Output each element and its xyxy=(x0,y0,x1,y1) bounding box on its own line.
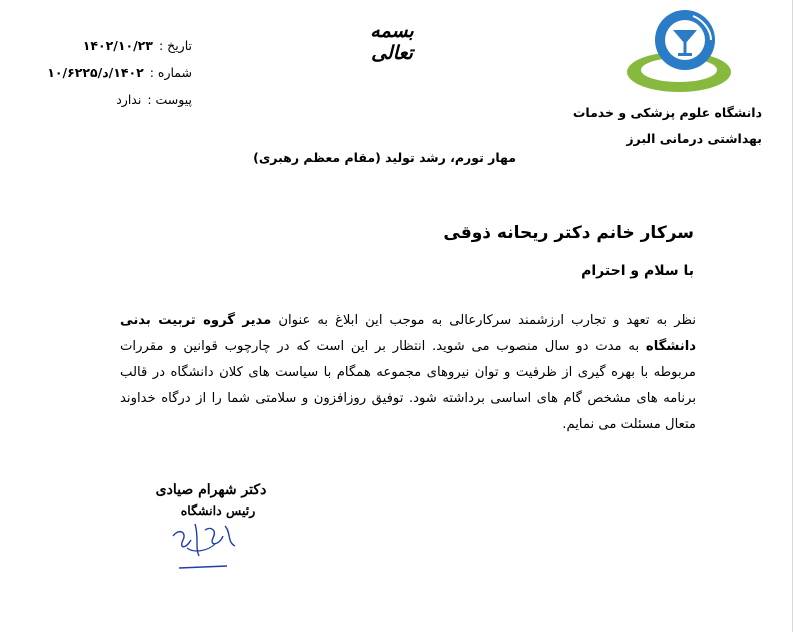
letter-meta xyxy=(40,38,192,119)
recipient: سرکار خانم دکتر ریحانه ذوقی xyxy=(443,223,694,243)
attachment-value: ندارد xyxy=(116,92,142,107)
basmala: بسمه تعالی xyxy=(370,20,414,64)
organization-line-1: دانشگاه علوم پزشکی و خدمات xyxy=(572,105,762,120)
motto: مهار تورم، رشد تولید (مقام معظم رهبری) xyxy=(253,150,516,165)
date-label: تاریخ : xyxy=(158,38,192,53)
body-text-end: به مدت دو سال منصوب می شوید. انتظار بر این است که در چارچوب قوانین و مقررات مربوطه با بهره گیری از ظرفیت و توان نیروهای مجموعه همگام با سیاست های کلان دانشگاه در قالب برنامه های مشخص گام های اساسی برداشته شود. توفیق روزافزون و سلامتی شما را از درگاه خداوند متعال مسئلت می نمایم. xyxy=(120,339,696,432)
body-text-start: نظر به تعهد و تجارب ارزشمند سرکارعالی به موجب این ابلاغ به عنوان xyxy=(271,313,696,328)
letter-body xyxy=(120,308,696,438)
organization-name xyxy=(532,100,762,152)
date-value: ۱۴۰۲/۱۰/۲۳ xyxy=(82,38,153,53)
attachment-label: پیوست : xyxy=(147,92,192,107)
university-logo xyxy=(623,8,743,103)
body-text-position: مدیر گروه تربیت بدنی دانشگاه xyxy=(120,313,696,354)
signer-title: رئیس دانشگاه xyxy=(180,503,256,518)
greeting: با سلام و احترام xyxy=(581,263,694,279)
handwritten-signature xyxy=(165,510,245,572)
meta-date xyxy=(40,38,192,65)
meta-attachment xyxy=(40,92,192,119)
organization-line-2: بهداشتی درمانی البرز xyxy=(626,131,762,146)
number-value: ۱۴۰۲/د/۱۰/۶۲۲۵ xyxy=(47,65,144,80)
number-label: شماره : xyxy=(149,65,192,80)
meta-number xyxy=(40,65,192,92)
signer-name: دکتر شهرام صیادی xyxy=(155,482,267,498)
